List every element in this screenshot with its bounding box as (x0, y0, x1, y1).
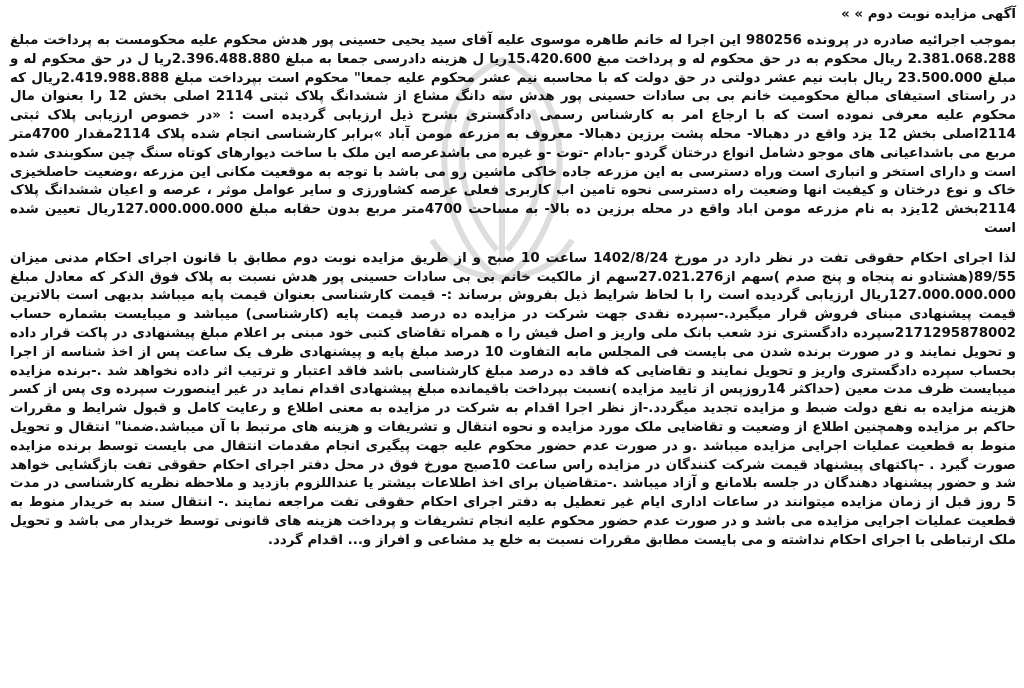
notice-title: آگهی مزایده نوبت دوم » » (841, 7, 1016, 22)
notice-paragraph-verdict: بموجب اجرائیه صادره در پرونده 980256 این اجرا له خانم طاهره موسوی علیه آقای سید یحیی حسینی پور هدش محکوم علیه محکومست به پرداخت مبلغ 2.381.068.288 ریال محکوم به در حق محکوم له و پرداخت مبغ 15.420.600ریا ل هزینه دادرسی جمعا به مبلغ 2.396.488.880ریا ل در حق محکوم له و مبلغ 23.500.000 ریال بابت نیم عشر دولتی در حق دولت که با محاسبه نیم عشر محکوم علیه جمعا" محکوم است بپرداخت مبلغ 2.419.988.888ریال که در راستای استیفای مبالغ محکومیت خانم بی بی سادات حسینی پور هدش سه دانگ مشاع از ششدانگ پلاک ثبتی 2114 اصلی بخش 12 را بعنوان مال محکوم علیه معرفی نموده است که با ارجاع امر به کارشناس رسمی دادگستری بشرح ذیل ارزیابی گردیده است : «در خصوص ارزیابی پلاک ثبتی 2114اصلی بخش 12 یزد واقع در دهبالا- محله پشت برزین دهبالا- معروف به مزرعه مومن آباد »برابر کارشناسی انجام شده پلاک 2114مقدار 4700متر مربع می باشداعیانی های موجو دشامل انواع درختان گردو -بادام -توت -و غیره می باشدعرصه این ملک با ساخت دیوارهای کوتاه سنگ چین سکوبندی شده است و دارای استخر و انباری است وراه دسترسی به این مزرعه جاده خاکی ماشین رو می باشد با توجه به موقعیت مکانی این مزرعه ،وضعیت حاصلخیزی خاک و نوع درختان و کیفیت انها وضعیت راه دسترسی نحوه تامین اب کاربری فعلی عرصه کشاورزی و سایر عوامل موثر ، عرصه و اعیان ششدانگ پلاک 2114بخش 12یزد به نام مزرعه مومن اباد واقع در محله برزین ده بالا- به مساحت 4700متر مربع بدون حقابه مبلغ 127.000.000.000ریال تعیین شده است (10, 33, 1017, 236)
notice-paragraph-auction-terms: لذا اجرای احکام حقوقی تفت در نظر دارد در مورخ 1402/8/24 ساعت 10 صبح و از طریق مزایده نوبت دوم مطابق با قانون اجرای احکام مدنی میزان 89/55(هشتادو نه پنجاه و پنج صدم )سهم از27.021.276سهم از مالکیت خانم بی بی سادات حسینی پور هدش نسبت به پلاک فوق الذکر که معادل مبلغ 127.000.000.000ریال ارزیابی گردیده است را با لحاظ شرایط ذیل بفروش برساند :- قیمت کارشناسی بعنوان قیمت پایه میباشد بدیهی است بالاترین قیمت پیشنهادی مبنای فروش قرار میگیرد.-سپرده نقدی جهت شرکت در مزایده ده درصد قیمت پایه (کارشناسی) میباشد و میبایست بشماره حساب 2171295878002سپرده دادگستری نزد شعب بانک ملی واریز و اصل فیش را ه همراه تقاضای کتبی خود مبنی بر اعلام مبلغ پیشنهادی در پاکت قرار داده و تحویل نمایند و در صورت برنده شدن می بایست فی المجلس مابه التفاوت 10 درصد مبلغ پایه و پیشنهادی ظرف یک ساعت پس از اخذ شناسه از اجرا بحساب سپرده دادگستری واریز و تحویل نمایند و تقاضایی که فاقد ده درصد مبلغ کارشناسی باشد فاقد اعتبار و ترتیب اثر داده نخواهد شد .-برنده مزایده میبایست ظرف مدت معین (حداکثر 14روزپس از تایید مزایده )نسبت بپرداخت باقیمانده مبلغ پیشنهادی اقدام نماید در غیر اینصورت سپرده وی پس از کسر هزینه مزایده به نفع دولت ضبط و مزایده تجدید میگردد.-از نظر اجرا اقدام به شرکت در مزایده به معنی اطلاع و رعایت کامل و قبول شرایط و مقررات حاکم بر مزایده وهمچنین اطلاع از وضعیت و تقاضایی ملک مورد مزایده و نحوه انتقال و تشریفات و هزینه های مرتبط با آن میباشد.ضمنا" انتقال و تحویل منوط به قطعیت عملیات اجرایی مزایده میباشد .و در صورت عدم حضور محکوم علیه جهت پیگیری انجام مقدمات انتقال می بایست توسط برنده مزایده صورت گیرد . -پاکتهای پیشنهاد قیمت شرکت کنندگان در مزایده راس ساعت 10صبح مورخ فوق در محل دفتر اجرای احکام حقوقی تفت بازگشایی خواهد شد و حضور پیشنهاد دهندگان در جلسه بلامانع و آزاد میباشد .-متقاضیان برای اخذ اطلاعات بیشتر یا عنداللزوم بازدید و ملاحظه نظریه کارشناسی در مدت 5 روز قبل از زمان مزایده میتوانند در ساعات اداری ایام غیر تعطیل به دفتر اجرای احکام حقوقی تفت مراجعه نمایند .- انتقال سند به خریدار منوط به قطعیت عملیات اجرایی مزایده می باشد و در صورت عدم حضور محکوم علیه انجام تشریفات و پرداخت هزینه های قانونی توسط خریدار می باشد و تحویل ملک ارتباطی با اجرای احکام نداشته و می بایست مطابق مقررات نسبت به خلع ید مشاعی و افراز و... اقدام گردد. (10, 250, 1017, 548)
